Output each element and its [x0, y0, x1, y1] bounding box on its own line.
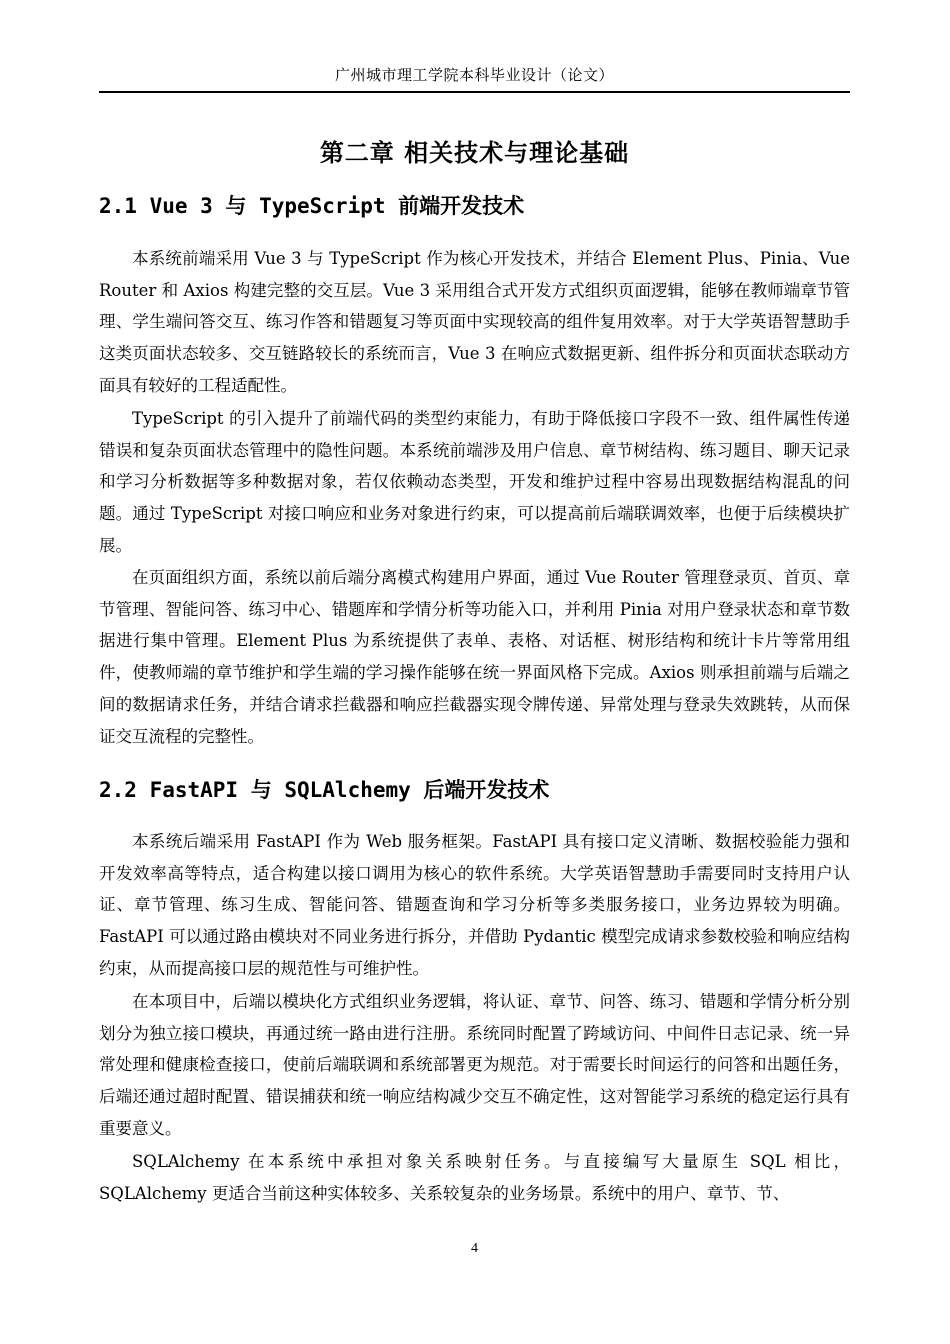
- section-title-2-1: 2.1 Vue 3 与 TypeScript 前端开发技术: [99, 194, 525, 218]
- header-rule: [99, 91, 850, 93]
- body-paragraph: 本系统前端采用 Vue 3 与 TypeScript 作为核心开发技术，并结合 Element Plus、Pinia、Vue Router 和 Axios 构建完整的交互层。Vue 3 采用组合式开发方式组织页面逻辑，能够在教师端章节管理、学生端问答交互、练习作答和错题复习等页面中实现较高的组件复用效率。对于大学英语智慧助手这类页面状态较多、交互链路较长的系统而言，Vue 3 在响应式数据更新、组件拆分和页面状态联动方面具有较好的工程适配性。: [99, 249, 850, 395]
- running-header: 广州城市理工学院本科毕业设计（论文）: [334, 66, 614, 84]
- body-paragraph: 本系统后端采用 FastAPI 作为 Web 服务框架。FastAPI 具有接口定义清晰、数据校验能力强和开发效率高等特点，适合构建以接口调用为核心的软件系统。大学英语智慧助手需要同时支持用户认证、章节管理、练习生成、智能问答、错题查询和学习分析等多类服务接口，业务边界较为明确。FastAPI 可以通过路由模块对不同业务进行拆分，并借助 Pydantic 模型完成请求参数校验和响应结构约束，从而提高接口层的规范性与可维护性。: [99, 832, 850, 978]
- body-paragraph: SQLAlchemy 在本系统中承担对象关系映射任务。与直接编写大量原生 SQL 相比，SQLAlchemy 更适合当前这种实体较多、关系较复杂的业务场景。系统中的用户、章节、节、: [99, 1152, 850, 1203]
- body-paragraph: TypeScript 的引入提升了前端代码的类型约束能力，有助于降低接口字段不一致、组件属性传递错误和复杂页面状态管理中的隐性问题。本系统前端涉及用户信息、章节树结构、练习题目、聊天记录和学习分析数据等多种数据对象，若仅依赖动态类型，开发和维护过程中容易出现数据结构混乱的问题。通过 TypeScript 对接口响应和业务对象进行约束，可以提高前后端联调效率，也便于后续模块扩展。: [99, 409, 850, 555]
- page-number: 4: [471, 1241, 478, 1256]
- section-title-2-2: 2.2 FastAPI 与 SQLAlchemy 后端开发技术: [99, 778, 550, 802]
- body-paragraph: 在本项目中，后端以模块化方式组织业务逻辑，将认证、章节、问答、练习、错题和学情分析分别划分为独立接口模块，再通过统一路由进行注册。系统同时配置了跨域访问、中间件日志记录、统一异常处理和健康检查接口，使前后端联调和系统部署更为规范。对于需要长时间运行的问答和出题任务，后端还通过超时配置、错误捕获和统一响应结构减少交互不确定性，这对智能学习系统的稳定运行具有重要意义。: [99, 992, 850, 1138]
- body-paragraph: 在页面组织方面，系统以前后端分离模式构建用户界面，通过 Vue Router 管理登录页、首页、章节管理、智能问答、练习中心、错题库和学情分析等功能入口，并利用 Pinia 对用户登录状态和章节数据进行集中管理。Element Plus 为系统提供了表单、表格、对话框、树形结构和统计卡片等常用组件，使教师端的章节维护和学生端的学习操作能够在统一界面风格下完成。Axios 则承担前端与后端之间的数据请求任务，并结合请求拦截器和响应拦截器实现令牌传递、异常处理与登录失效跳转，从而保证交互流程的完整性。: [99, 568, 850, 746]
- chapter-title: 第二章 相关技术与理论基础: [319, 139, 630, 167]
